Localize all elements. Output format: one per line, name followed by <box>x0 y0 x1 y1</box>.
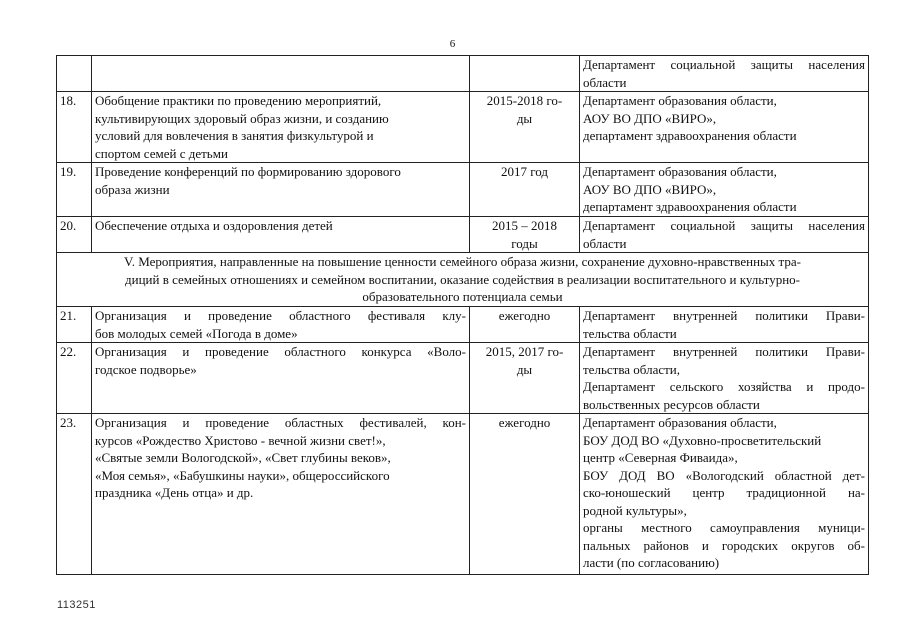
executor-line: вольственных ресурсов области <box>583 396 760 412</box>
row-description <box>92 217 470 253</box>
executor-line: БОУ ДОД ВО «Духовно-просветительский <box>583 432 822 448</box>
row-description <box>92 343 470 414</box>
executor-line: ласти (по согласованию) <box>583 555 720 570</box>
executor-line: Департамент внутренней политики Прави- <box>583 344 865 359</box>
description-line: годское подворье» <box>95 361 197 377</box>
row-executor <box>580 343 869 414</box>
executor-line: области <box>583 74 627 90</box>
executor-line: Департамент внутренней политики Прави- <box>583 308 865 323</box>
executor-line: Департамент социальной защиты населения <box>583 57 865 72</box>
description-line: «Святые земли Вологодской», «Свет глубины веков», <box>95 450 391 465</box>
row-number <box>57 56 92 92</box>
row-executor <box>580 92 869 163</box>
executor-line: центр «Северная Фиваида», <box>583 450 738 465</box>
executor-line: родной культуры», <box>583 502 687 518</box>
description-line: образа жизни <box>95 181 170 197</box>
description-line: Обобщение практики по проведению мероприятий, <box>95 93 382 108</box>
row-executor <box>580 163 869 217</box>
row-period <box>470 307 580 343</box>
executor-line: тельства области <box>583 325 677 341</box>
section-heading <box>57 253 869 307</box>
period-line: 2015, 2017 го- <box>485 344 564 359</box>
row-number: 18. <box>57 92 92 163</box>
executor-line: области <box>583 235 627 251</box>
table-row-23 <box>57 414 869 575</box>
period-line: ежегодно <box>498 308 551 323</box>
row-period <box>470 163 580 217</box>
row-period <box>470 217 580 253</box>
row-number: 23. <box>57 414 92 575</box>
row-number: 19. <box>57 163 92 217</box>
description-line: Проведение конференций по формированию здорового <box>95 164 401 179</box>
period-line: 2015 – 2018 <box>492 218 557 233</box>
executor-line: Департамент образования области, <box>583 415 777 430</box>
section-heading-line: диций в семейных отношениях и семейном воспитании, оказание содействия в реализации воспитательного и культурно- <box>125 271 800 287</box>
description-line: спортом семей с детьми <box>95 145 228 161</box>
executor-line: ско-юношеский центр традиционной на- <box>583 485 865 500</box>
row-executor <box>580 414 869 575</box>
document-code: 113251 <box>57 599 96 611</box>
period-line: ды <box>516 361 533 377</box>
description-line: бов молодых семей «Погода в доме» <box>95 325 298 341</box>
row-description <box>92 414 470 575</box>
row-executor <box>580 217 869 253</box>
measures-table <box>56 55 869 575</box>
period-line: 2017 год <box>501 164 548 179</box>
page-number: 6 <box>449 38 456 50</box>
description-line: Организация и проведение областного фестиваля клу- <box>95 308 466 323</box>
executor-line: БОУ ДОД ВО «Вологодский областной дет- <box>583 467 865 483</box>
description-line: Обеспечение отдыха и оздоровления детей <box>95 218 333 233</box>
description-line: Организация и проведение областных фестивалей, кон- <box>95 415 466 430</box>
description-line: культивирующих здоровый образ жизни, и созданию <box>95 110 389 126</box>
executor-line: тельства области, <box>583 361 681 377</box>
row-executor <box>580 56 869 92</box>
table-row-19 <box>57 163 869 217</box>
row-description <box>92 56 470 92</box>
section-heading-line: V. Мероприятия, направленные на повышение ценности семейного образа жизни, сохранение духовно-нравственных тра- <box>124 254 801 269</box>
row-description <box>92 163 470 217</box>
section-header-row <box>57 253 869 307</box>
row-period <box>470 92 580 163</box>
executor-line: Департамент образования области, <box>583 164 777 179</box>
table-row-21 <box>57 307 869 343</box>
row-executor <box>580 307 869 343</box>
period-line: годы <box>511 235 538 251</box>
row-description <box>92 307 470 343</box>
executor-line: АОУ ВО ДПО «ВИРО», <box>583 181 717 197</box>
row-period <box>470 56 580 92</box>
executor-line: департамент здравоохранения области <box>583 199 797 214</box>
executor-line: Департамент социальной защиты населения <box>583 218 865 233</box>
description-line: праздника «День отца» и др. <box>95 485 254 500</box>
description-line: курсов «Рождество Христово - вечной жизни свет!», <box>95 432 386 448</box>
description-line: Организация и проведение областного конкурса «Воло- <box>95 344 466 359</box>
row-description <box>92 92 470 163</box>
table-row-22 <box>57 343 869 414</box>
row-number: 21. <box>57 307 92 343</box>
table-row-20 <box>57 217 869 253</box>
table-row-continued <box>57 56 869 92</box>
description-line: «Моя семья», «Бабушкины науки», общероссийского <box>95 467 390 483</box>
row-number: 20. <box>57 217 92 253</box>
period-line: ды <box>516 110 533 126</box>
period-line: ежегодно <box>498 415 551 430</box>
section-heading-line: образовательного потенциала семьи <box>362 289 563 304</box>
row-period <box>470 414 580 575</box>
executor-line: Департамент образования области, <box>583 93 777 108</box>
table-row-18 <box>57 92 869 163</box>
row-number: 22. <box>57 343 92 414</box>
executor-line: департамент здравоохранения области <box>583 128 797 143</box>
executor-line: Департамент сельского хозяйства и продо- <box>583 379 865 394</box>
row-period <box>470 343 580 414</box>
executor-line: пальных районов и городских округов об- <box>583 537 865 553</box>
description-line: условий для вовлечения в занятия физкультурой и <box>95 128 374 143</box>
period-line: 2015-2018 го- <box>486 93 563 108</box>
executor-line: АОУ ВО ДПО «ВИРО», <box>583 110 717 126</box>
executor-line: органы местного самоуправления муници- <box>583 520 865 535</box>
